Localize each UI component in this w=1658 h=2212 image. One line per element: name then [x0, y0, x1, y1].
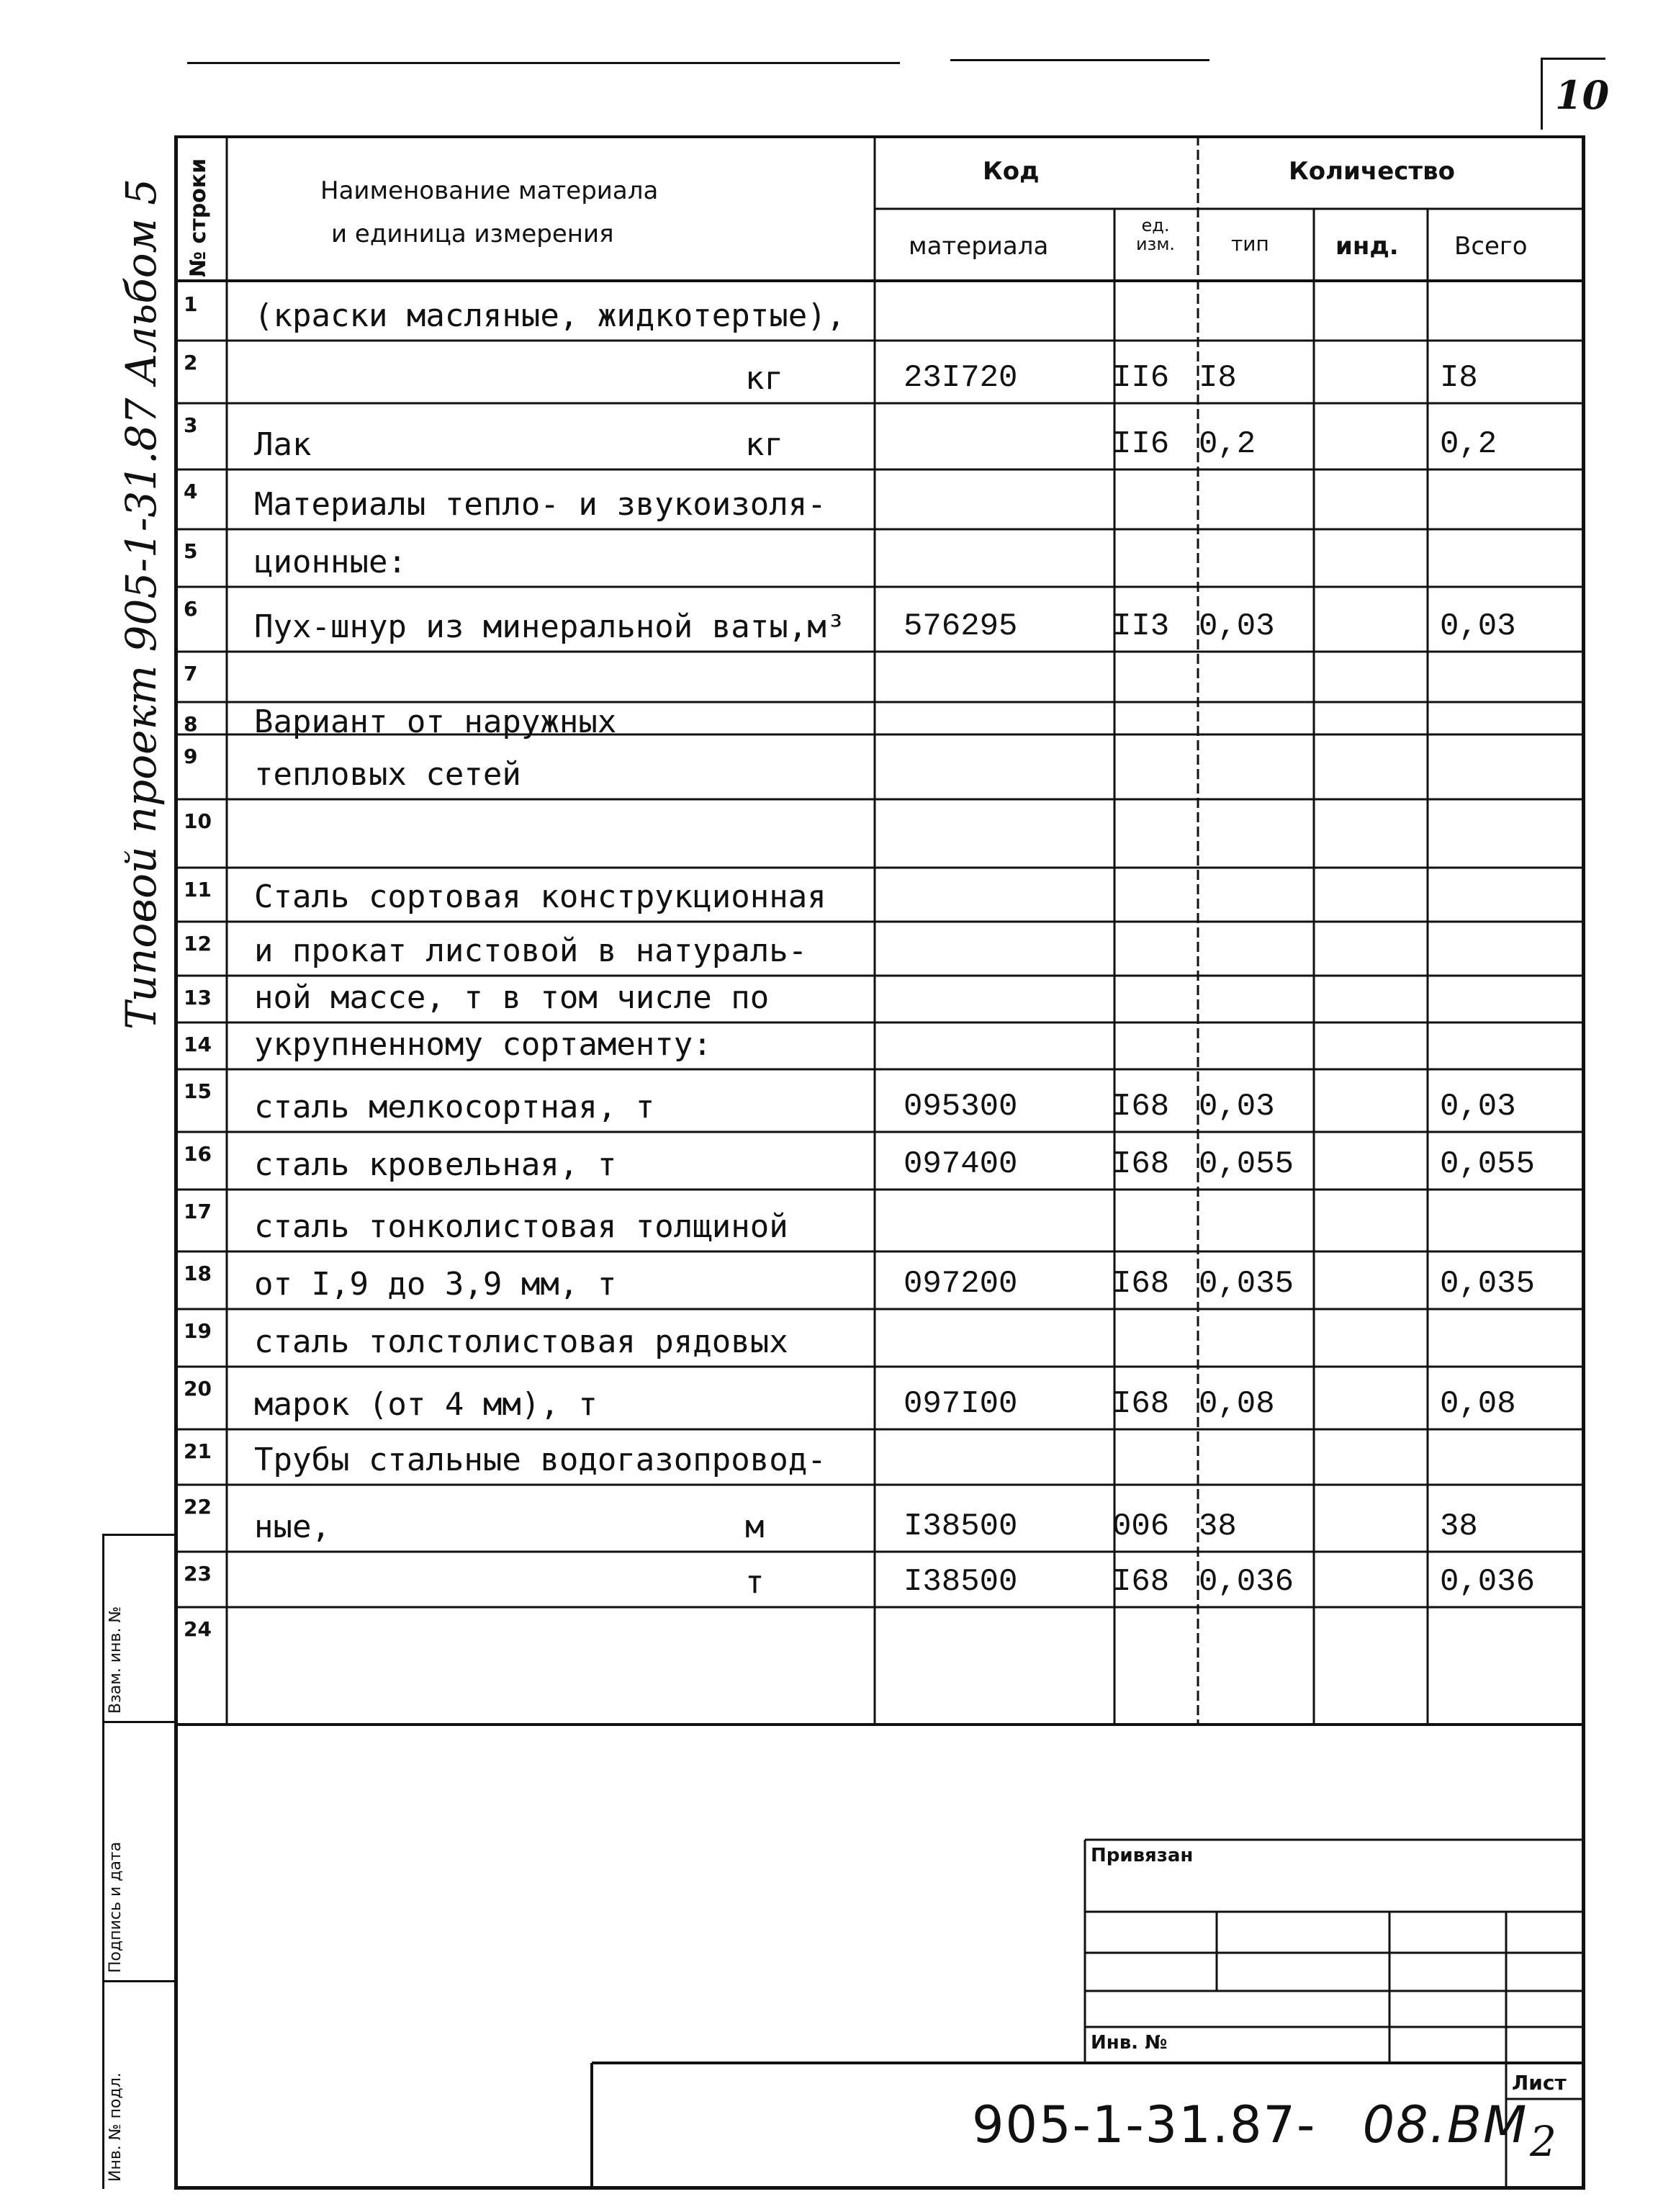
- material-code: 576295: [904, 608, 1018, 644]
- qty-total: 0,08: [1440, 1386, 1516, 1422]
- material-code: 097200: [904, 1266, 1018, 1302]
- material-name: сталь мелкосортная, т: [254, 1089, 655, 1125]
- row-number: 6: [184, 597, 198, 621]
- material-name: Трубы стальные водогазопровод-: [254, 1442, 826, 1478]
- material-name: сталь кровельная, т: [254, 1146, 617, 1183]
- material-name: Сталь сортовая конструкционная: [254, 878, 826, 915]
- stamp-vzam-inv: Взам. инв. №: [107, 1606, 125, 1714]
- unit-code: 006: [1112, 1509, 1170, 1545]
- material-code: 095300: [904, 1089, 1018, 1125]
- row-number: 10: [184, 809, 212, 833]
- material-code: 097400: [904, 1146, 1018, 1182]
- material-name: тепловых сетей: [254, 756, 521, 793]
- row-number: 8: [184, 712, 198, 736]
- row-number: 11: [184, 878, 212, 902]
- qty-total: I8: [1440, 360, 1478, 396]
- header-qty-group: Количество: [1289, 157, 1456, 186]
- qty-total: 0,055: [1440, 1146, 1536, 1182]
- row-number: 14: [184, 1033, 212, 1056]
- material-name: ной массе, т в том числе по: [254, 979, 770, 1016]
- header-qty-tip: тип: [1231, 232, 1269, 256]
- row-number: 16: [184, 1142, 212, 1166]
- stamp-sheet-value: 2: [1530, 2117, 1556, 2166]
- material-name: ционные:: [254, 544, 407, 580]
- unit-code: I68: [1112, 1564, 1170, 1600]
- unit-code: I68: [1112, 1146, 1170, 1182]
- document-code-suffix: 08.ВМ: [1362, 2095, 1528, 2154]
- material-code: I38500: [904, 1564, 1018, 1600]
- material-name: марок (от 4 мм), т: [254, 1386, 598, 1423]
- material-name: Лак: [254, 426, 312, 463]
- material-code: I38500: [904, 1509, 1018, 1545]
- unit-code: I68: [1112, 1386, 1170, 1422]
- row-number: 3: [184, 413, 198, 437]
- unit-label: т: [745, 1564, 765, 1601]
- row-number: 2: [184, 351, 198, 374]
- qty-total: 0,03: [1440, 1089, 1516, 1125]
- stamp-inv-number: Инв. №: [1091, 2032, 1168, 2054]
- stamp-podpis-data: Подпись и дата: [107, 1841, 125, 1973]
- material-code: 23I720: [904, 360, 1018, 396]
- material-name: (краски масляные, жидкотертые),: [254, 297, 846, 334]
- header-row-number: № строки: [186, 158, 211, 277]
- row-number: 17: [184, 1200, 212, 1223]
- material-name: и прокат листовой в натураль-: [254, 932, 808, 969]
- qty-total: 0,035: [1440, 1266, 1536, 1302]
- row-number: 18: [184, 1262, 212, 1285]
- qty-tip: 38: [1199, 1509, 1237, 1545]
- row-number: 23: [184, 1562, 212, 1586]
- qty-tip: I8: [1199, 360, 1237, 396]
- unit-label: кг: [745, 426, 783, 463]
- side-handwritten-title: Типовой проект 905-1-31.87 Альбом 5: [117, 178, 166, 1030]
- material-name: сталь тонколистовая толщиной: [254, 1208, 788, 1245]
- qty-tip: 0,036: [1199, 1564, 1294, 1600]
- unit-code: II6: [1112, 360, 1170, 396]
- row-number: 15: [184, 1079, 212, 1103]
- material-name: Вариант от наружных: [254, 703, 617, 740]
- row-number: 4: [184, 480, 198, 503]
- stamp-inv-podl: Инв. № подл.: [107, 2072, 125, 2182]
- material-code: 097I00: [904, 1386, 1018, 1422]
- unit-code: II3: [1112, 608, 1170, 644]
- page-number: 10: [1555, 72, 1610, 118]
- document-code-main: 905-1-31.87-: [972, 2095, 1317, 2154]
- row-number: 20: [184, 1377, 212, 1401]
- row-number: 12: [184, 932, 212, 956]
- material-name: Материалы тепло- и звукоизоля-: [254, 486, 826, 523]
- unit-code: II6: [1112, 426, 1170, 462]
- unit-label: кг: [745, 360, 783, 397]
- qty-total: 0,2: [1440, 426, 1497, 462]
- material-name: ные,: [254, 1509, 330, 1545]
- header-code-unit: ед. изм.: [1135, 215, 1176, 254]
- header-code-group: Код: [983, 157, 1040, 186]
- row-number: 19: [184, 1319, 212, 1343]
- header-name-line1: Наименование материала: [320, 176, 659, 205]
- document-code: [972, 2095, 1528, 2154]
- row-number: 1: [184, 292, 198, 316]
- row-number: 13: [184, 986, 212, 1010]
- material-name: от I,9 до 3,9 мм, т: [254, 1266, 617, 1303]
- qty-total: 0,03: [1440, 608, 1516, 644]
- stamp-privyazan: Привязан: [1091, 1845, 1194, 1866]
- row-number: 22: [184, 1495, 212, 1519]
- qty-tip: 0,2: [1199, 426, 1256, 462]
- unit-code: I68: [1112, 1089, 1170, 1125]
- qty-tip: 0,08: [1199, 1386, 1275, 1422]
- qty-tip: 0,03: [1199, 1089, 1275, 1125]
- row-number: 7: [184, 662, 198, 685]
- header-code-material: материала: [909, 232, 1049, 261]
- material-name: сталь толстолистовая рядовых: [254, 1323, 788, 1360]
- qty-tip: 0,055: [1199, 1146, 1294, 1182]
- row-number: 24: [184, 1617, 212, 1641]
- qty-tip: 0,035: [1199, 1266, 1294, 1302]
- row-number: 9: [184, 745, 198, 768]
- qty-total: 0,036: [1440, 1564, 1536, 1600]
- header-qty-ind: инд.: [1335, 232, 1399, 261]
- unit-code: I68: [1112, 1266, 1170, 1302]
- header-qty-total: Всего: [1454, 232, 1528, 261]
- header-name-line2: и единица измерения: [331, 220, 614, 248]
- qty-total: 38: [1440, 1509, 1478, 1545]
- material-name: укрупненному сортаменту:: [254, 1026, 712, 1063]
- row-number: 5: [184, 539, 198, 563]
- material-name: Пух-шнур из минеральной ваты,м³: [254, 608, 846, 645]
- qty-tip: 0,03: [1199, 608, 1275, 644]
- stamp-sheet-label: Лист: [1512, 2071, 1567, 2095]
- row-number: 21: [184, 1439, 212, 1463]
- unit-label: м: [745, 1509, 765, 1545]
